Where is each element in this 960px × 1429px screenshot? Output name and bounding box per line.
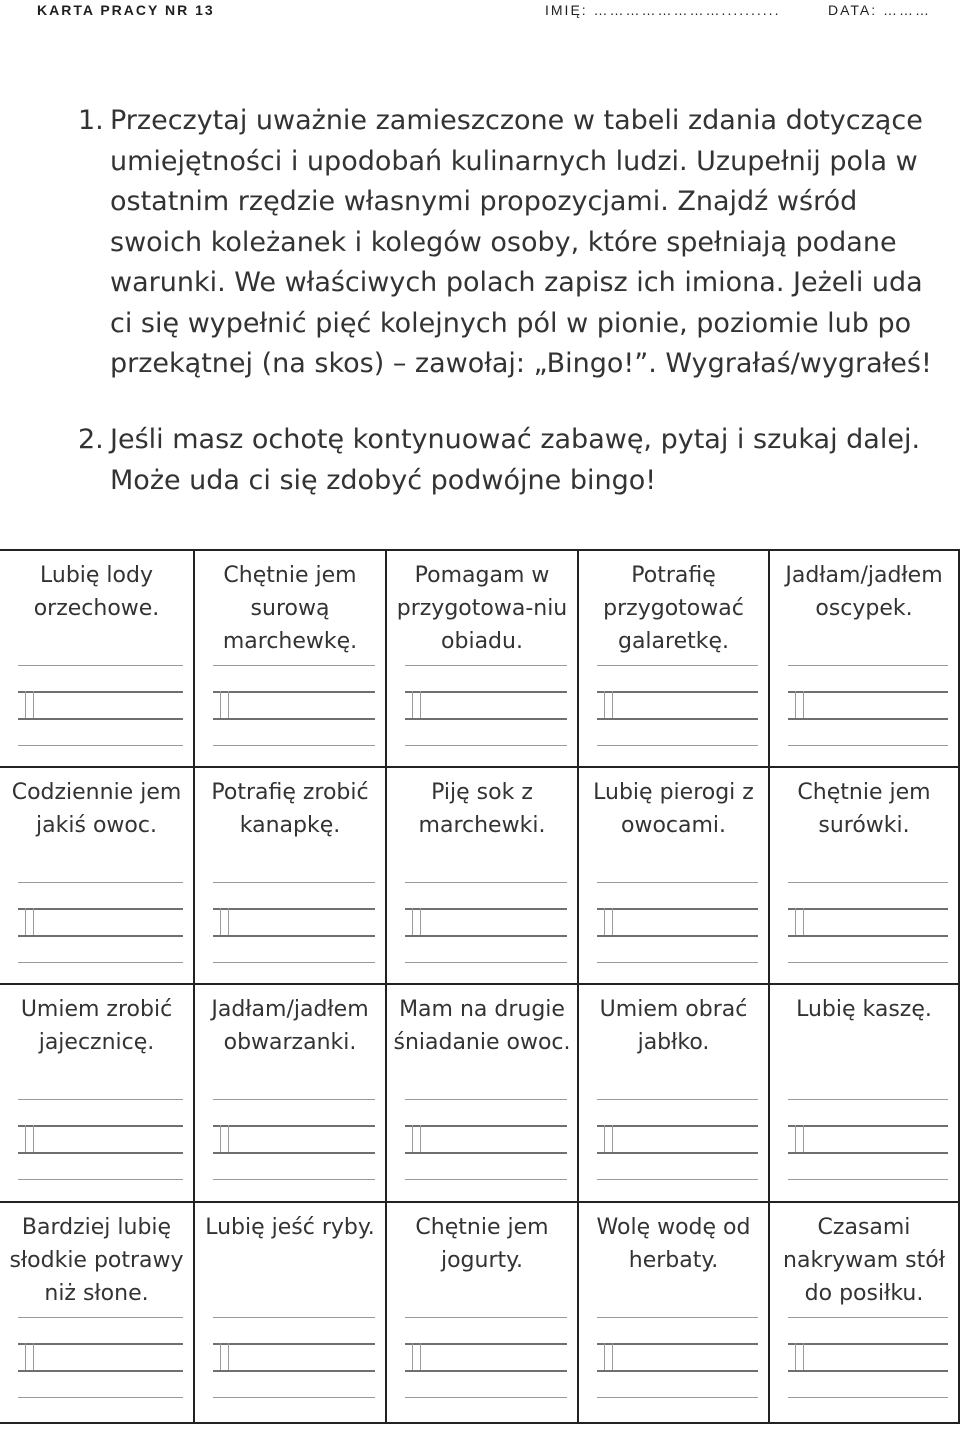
guide-line [788, 935, 948, 937]
margin-mark [420, 1343, 421, 1370]
name-writing-lines[interactable] [213, 665, 375, 745]
guide-line [597, 718, 758, 720]
guide-line [213, 691, 375, 693]
guide-line [788, 1317, 948, 1318]
name-writing-lines[interactable] [405, 1317, 567, 1397]
guide-line [597, 665, 758, 666]
guide-line [405, 1099, 567, 1100]
name-writing-lines[interactable] [18, 665, 183, 745]
instruction-text: Jeśli masz ochotę kontynuować zabawę, pytaj i szukaj dalej. Może uda ci się zdobyć podwójne bingo! [110, 424, 921, 496]
guide-line [405, 745, 567, 746]
bingo-cell [0, 983, 193, 1201]
margin-mark [220, 691, 221, 718]
bingo-cell [577, 766, 768, 983]
guide-line [18, 665, 183, 666]
guide-line [18, 718, 183, 720]
worksheet-title: KARTA PRACY NR 13 [37, 2, 215, 18]
bingo-cell-text: Lubię jeść ryby. [205, 1215, 375, 1240]
bingo-cell-text: Codziennie jem jakiś owoc. [11, 780, 182, 838]
guide-line [213, 718, 375, 720]
guide-line [18, 1370, 183, 1372]
guide-line [213, 1125, 375, 1127]
guide-line [597, 1317, 758, 1318]
guide-line [213, 1099, 375, 1100]
guide-line [788, 962, 948, 963]
bingo-cell-text: Pomagam w przygotowa-niu obiadu. [396, 563, 568, 654]
guide-line [213, 962, 375, 963]
guide-line [405, 1317, 567, 1318]
bingo-cell [768, 1201, 960, 1424]
margin-mark [420, 908, 421, 935]
name-writing-lines[interactable] [213, 882, 375, 962]
guide-line [213, 1152, 375, 1154]
guide-line [18, 908, 183, 910]
guide-line [213, 1397, 375, 1398]
name-writing-lines[interactable] [405, 1099, 567, 1179]
margin-mark [220, 1343, 221, 1370]
guide-line [18, 691, 183, 693]
guide-line [597, 1125, 758, 1127]
name-writing-lines[interactable] [597, 882, 758, 962]
guide-line [788, 665, 948, 666]
name-writing-lines[interactable] [597, 1099, 758, 1179]
margin-mark [25, 1343, 26, 1370]
bingo-cell [193, 1201, 385, 1424]
guide-line [597, 691, 758, 693]
guide-line [405, 935, 567, 937]
guide-line [788, 745, 948, 746]
guide-line [597, 1397, 758, 1398]
bingo-cell [193, 983, 385, 1201]
margin-mark [420, 691, 421, 718]
bingo-cell-text: Jadłam/jadłem oscypek. [785, 563, 943, 621]
guide-line [405, 882, 567, 883]
guide-line [405, 962, 567, 963]
margin-mark [412, 1343, 413, 1370]
margin-mark [612, 1125, 613, 1152]
bingo-cell [768, 549, 960, 766]
bingo-cell-text: Mam na drugie śniadanie owoc. [393, 997, 571, 1055]
guide-line [213, 1317, 375, 1318]
guide-line [18, 882, 183, 883]
bingo-cell [385, 766, 577, 983]
bingo-cell-text: Chętnie jem jogurty. [415, 1215, 549, 1273]
margin-mark [228, 1125, 229, 1152]
margin-mark [220, 908, 221, 935]
guide-line [788, 1343, 948, 1345]
guide-line [405, 665, 567, 666]
bingo-cell [768, 766, 960, 983]
margin-mark [612, 691, 613, 718]
bingo-cell-text: Umiem obrać jabłko. [599, 997, 748, 1055]
guide-line [405, 1343, 567, 1345]
guide-line [18, 745, 183, 746]
worksheet-header [0, 0, 960, 22]
bingo-cell [0, 1201, 193, 1424]
guide-line [18, 962, 183, 963]
guide-line [405, 1179, 567, 1180]
bingo-cell-text: Potrafię zrobić kanapkę. [211, 780, 369, 838]
bingo-cell-text: Chętnie jem surową marchewkę. [222, 563, 358, 654]
guide-line [213, 1343, 375, 1345]
guide-line [18, 1397, 183, 1398]
guide-line [18, 1152, 183, 1154]
guide-line [788, 1370, 948, 1372]
guide-line [213, 1370, 375, 1372]
guide-line [788, 718, 948, 720]
margin-mark [795, 908, 796, 935]
margin-mark [803, 691, 804, 718]
guide-line [788, 1152, 948, 1154]
margin-mark [228, 691, 229, 718]
guide-line [597, 882, 758, 883]
bingo-cell [385, 1201, 577, 1424]
margin-mark [795, 1343, 796, 1370]
margin-mark [604, 908, 605, 935]
bingo-cell [577, 1201, 768, 1424]
guide-line [597, 935, 758, 937]
guide-line [213, 882, 375, 883]
bingo-grid [0, 549, 960, 1424]
margin-mark [612, 1343, 613, 1370]
guide-line [788, 908, 948, 910]
guide-line [18, 1099, 183, 1100]
date-field[interactable]: DATA: ……… [828, 2, 932, 18]
guide-line [213, 665, 375, 666]
margin-mark [420, 1125, 421, 1152]
bingo-cell-text: Jadłam/jadłem obwarzanki. [211, 997, 369, 1055]
bingo-cell [577, 983, 768, 1201]
margin-mark [25, 691, 26, 718]
guide-line [597, 1343, 758, 1345]
margin-mark [604, 1343, 605, 1370]
guide-line [405, 718, 567, 720]
bingo-cell-text: Piję sok z marchewki. [418, 780, 546, 838]
guide-line [405, 1370, 567, 1372]
margin-mark [412, 691, 413, 718]
margin-mark [412, 1125, 413, 1152]
bingo-cell-text: Umiem zrobić jajecznicę. [20, 997, 173, 1055]
guide-line [788, 1179, 948, 1180]
name-writing-lines[interactable] [788, 882, 948, 962]
bingo-cell-text: Bardziej lubię słodkie potrawy niż słone. [9, 1215, 184, 1306]
margin-mark [604, 691, 605, 718]
guide-line [18, 1179, 183, 1180]
bingo-cell-text: Chętnie jem surówki. [797, 780, 931, 838]
guide-line [213, 935, 375, 937]
name-writing-lines[interactable] [597, 1317, 758, 1397]
margin-mark [33, 691, 34, 718]
name-writing-lines[interactable] [788, 1099, 948, 1179]
bingo-cell [193, 766, 385, 983]
bingo-cell [0, 766, 193, 983]
margin-mark [228, 1343, 229, 1370]
guide-line [788, 691, 948, 693]
margin-mark [612, 908, 613, 935]
bingo-cell-text: Czasami nakrywam stół do posiłku. [783, 1215, 945, 1306]
guide-line [405, 1125, 567, 1127]
guide-line [18, 1125, 183, 1127]
margin-mark [803, 1343, 804, 1370]
bingo-cell [577, 549, 768, 766]
guide-line [405, 691, 567, 693]
guide-line [788, 1397, 948, 1398]
name-writing-lines[interactable] [213, 1317, 375, 1397]
name-writing-lines[interactable] [405, 665, 567, 745]
margin-mark [795, 691, 796, 718]
guide-line [405, 1152, 567, 1154]
margin-mark [25, 908, 26, 935]
guide-line [405, 908, 567, 910]
name-writing-lines[interactable] [788, 665, 948, 745]
guide-line [18, 935, 183, 937]
margin-mark [412, 908, 413, 935]
margin-mark [803, 908, 804, 935]
name-writing-lines[interactable] [597, 665, 758, 745]
margin-mark [33, 1343, 34, 1370]
bingo-cell [0, 549, 193, 766]
margin-mark [220, 1125, 221, 1152]
bingo-cell [385, 549, 577, 766]
bingo-cell-text: Potrafię przygotować galaretkę. [603, 563, 744, 654]
guide-line [788, 882, 948, 883]
margin-mark [604, 1125, 605, 1152]
guide-line [597, 908, 758, 910]
margin-mark [795, 1125, 796, 1152]
name-field[interactable]: IMIĘ: …………………….......... [545, 2, 781, 18]
guide-line [597, 1099, 758, 1100]
name-writing-lines[interactable] [18, 1317, 183, 1397]
bingo-cell-text: Lubię pierogi z owocami. [593, 780, 754, 838]
bingo-cell [193, 549, 385, 766]
guide-line [597, 962, 758, 963]
guide-line [18, 1317, 183, 1318]
margin-mark [803, 1125, 804, 1152]
guide-line [597, 1179, 758, 1180]
guide-line [405, 1397, 567, 1398]
guide-line [597, 745, 758, 746]
bingo-cell-text: Lubię kaszę. [796, 997, 932, 1022]
margin-mark [33, 908, 34, 935]
name-writing-lines[interactable] [213, 1099, 375, 1179]
guide-line [213, 1179, 375, 1180]
guide-line [213, 908, 375, 910]
name-writing-lines[interactable] [788, 1317, 948, 1397]
guide-line [597, 1370, 758, 1372]
margin-mark [33, 1125, 34, 1152]
bingo-cell-text: Lubię lody orzechowe. [33, 563, 160, 621]
guide-line [213, 745, 375, 746]
instruction-text: Przeczytaj uważnie zamieszczone w tabeli zdania dotyczące umiejętności i upodobań kulinarnych ludzi. Uzupełnij pola w ostatnim rzędzie własnymi propozycjami. Znajdź wśród swoich koleżanek i kolegów osoby, które spełniają podane warunki. We właściwych polach zapisz ich imiona. Jeżeli uda ci się wypełnić pięć kolejnych pól w pionie, poziomie lub po przekątnej (na skos) – zawołaj: „Bingo!”. Wygrałaś/wygrałeś! [110, 105, 932, 379]
guide-line [18, 1343, 183, 1345]
guide-line [597, 1152, 758, 1154]
bingo-cell-text: Wolę wodę od herbaty. [596, 1215, 751, 1273]
instruction-number: 2. [78, 424, 104, 455]
margin-mark [25, 1125, 26, 1152]
name-writing-lines[interactable] [18, 882, 183, 962]
guide-line [788, 1125, 948, 1127]
name-writing-lines[interactable] [405, 882, 567, 962]
bingo-cell [768, 983, 960, 1201]
name-writing-lines[interactable] [18, 1099, 183, 1179]
instruction-number: 1. [78, 105, 104, 136]
bingo-cell [385, 983, 577, 1201]
guide-line [788, 1099, 948, 1100]
margin-mark [228, 908, 229, 935]
